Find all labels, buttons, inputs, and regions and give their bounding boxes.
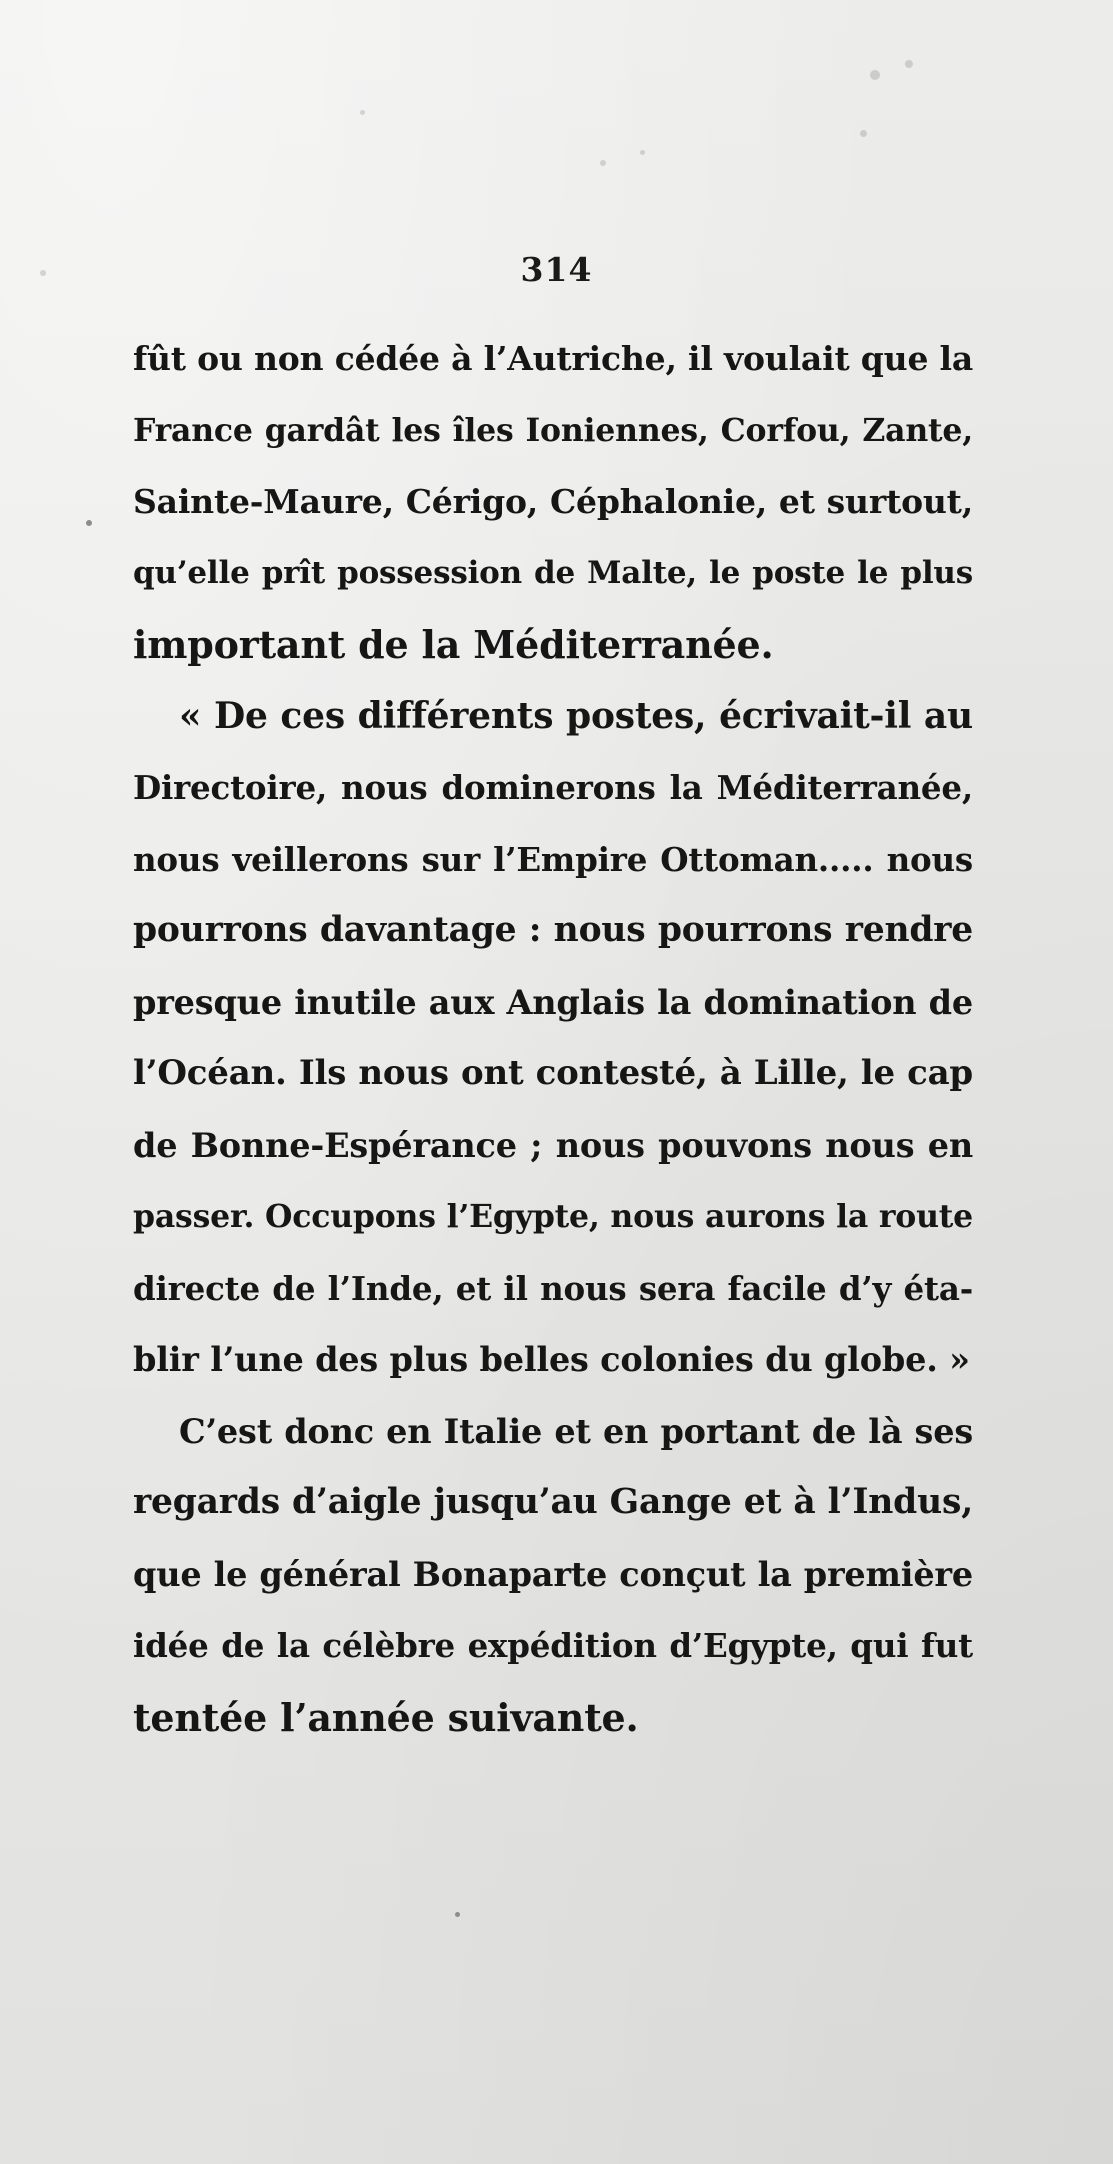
text-line: l’Océan. Ils nous ont contesté, à Lille, le cap: [133, 1053, 973, 1093]
text-line: blir l’une des plus belles colonies du globe. »: [133, 1340, 970, 1379]
text-line: C’est donc en Italie et en portant de là ses: [179, 1411, 973, 1451]
text-line: Directoire, nous dominerons la Méditerranée,: [133, 768, 973, 807]
text-line: pourrons davantage : nous pourrons rendre: [133, 910, 973, 950]
text-line: que le général Bonaparte conçut la première: [133, 1554, 973, 1594]
text-line: important de la Méditerranée.: [133, 622, 774, 667]
text-line: France gardât les îles Ioniennes, Corfou, Zante,: [133, 411, 973, 449]
text-line: nous veillerons sur l’Empire Ottoman..... nous: [133, 839, 973, 879]
text-line: tentée l’année suivante.: [133, 1694, 639, 1740]
text-line: « De ces différents postes, écrivait-il au: [179, 694, 973, 737]
text-line: de Bonne-Espérance ; nous pouvons nous en: [133, 1125, 973, 1165]
text-line: fût ou non cédée à l’Autriche, il voulait que la: [133, 339, 974, 378]
body-text: [133, 323, 973, 1753]
text-line: idée de la célèbre expédition d’Egypte, qui fut: [133, 1626, 973, 1665]
text-line: regards d’aigle jusqu’au Gange et à l’Indus,: [133, 1482, 973, 1522]
text-line: qu’elle prît possession de Malte, le poste le plus: [133, 554, 973, 591]
text-line: Sainte-Maure, Cérigo, Céphalonie, et surtout,: [133, 482, 973, 521]
text-line: passer. Occupons l’Egypte, nous aurons la route: [133, 1198, 973, 1235]
text-line: directe de l’Inde, et il nous sera facile d’y éta-: [133, 1268, 973, 1308]
page-number: 314: [520, 250, 593, 289]
text-line: presque inutile aux Anglais la domination de: [133, 982, 973, 1022]
